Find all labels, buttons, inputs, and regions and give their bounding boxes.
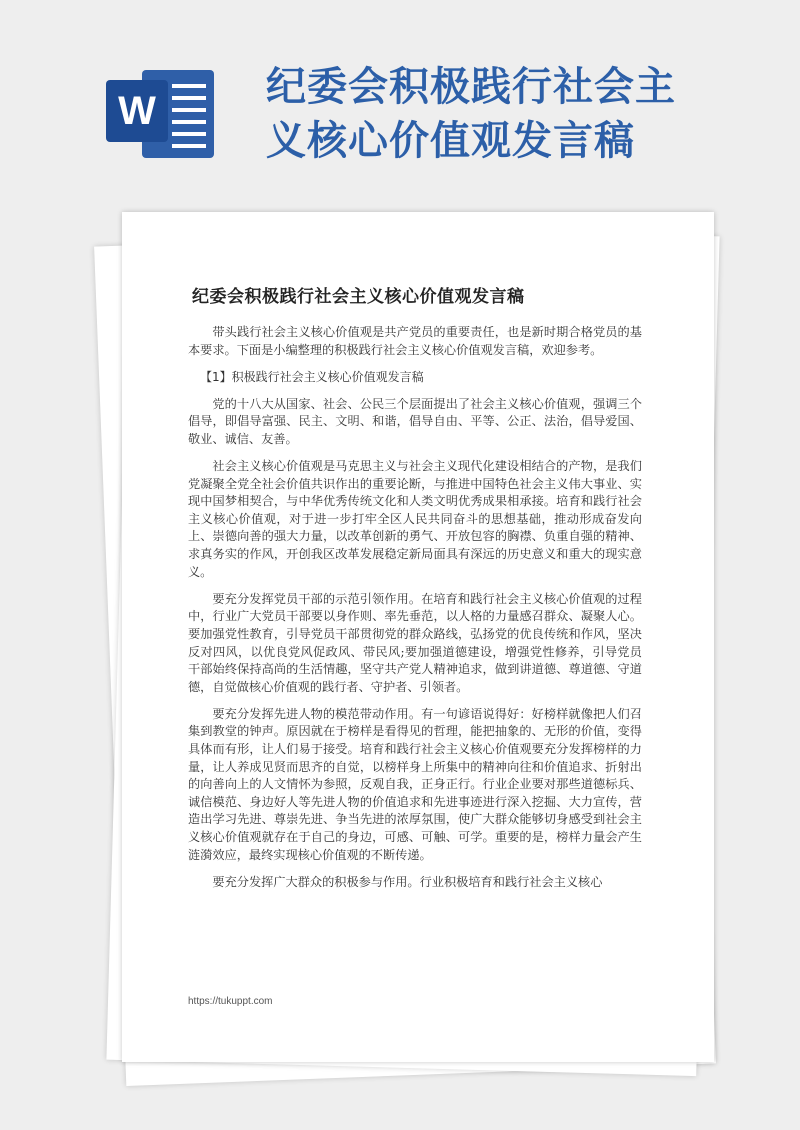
paragraph-intro: 带头践行社会主义核心价值观是共产党员的重要责任，也是新时期合格党员的基本要求。下面是小编整理的积极践行社会主义核心价值观发言稿，欢迎参考。: [188, 325, 642, 357]
document-title: 纪委会积极践行社会主义核心价值观发言稿: [192, 287, 525, 307]
paragraph: 要充分发挥党员干部的示范引领作用。在培育和践行社会主义核心价值观的过程中，行业广大党员干部要以身作则、率先垂范，以人格的力量感召群众、凝聚人心。要加强党性教育，引导党员干部贯彻党的群众路线，弘扬党的优良传统和作风，坚决反对四风，以优良党风促政风、带民风;要加强道德建设，增强党性修养，引导党员干部始终保持高尚的生活情趣，坚守共产党人精神追求，做到讲道德、尊道德、守道德，自觉做核心价值观的践行者、守护者、引领者。: [188, 591, 642, 694]
paragraph: 党的十八大从国家、社会、公民三个层面提出了社会主义核心价值观，强调三个倡导，即倡导富强、民主、文明、和谐，倡导自由、平等、公正、法治，倡导爱国、敬业、诚信、友善。: [188, 396, 642, 446]
paragraph: 要充分发挥先进人物的模范带动作用。有一句谚语说得好：好榜样就像把人们召集到教堂的钟声。原因就在于榜样是看得见的哲理，能把抽象的、无形的价值，变得具体而有形，让人们易于接受。培育和践行社会主义核心价值观要充分发挥榜样的力量，让人养成见贤而思齐的自觉，以榜样身上所集中的精神向往和价值追求、折射出的向善向上的人文情怀为参照，反观自我，正身正行。行业企业要对那些道德标兵、诚信模范、身边好人等先进人物的价值追求和先进事迹进行深入挖掘、大力宣传，营造出学习先进、尊崇先进、争当先进的浓厚氛围，使广大群众能够切身感受到社会主义核心价值观就存在于自己的身边，可感、可触、可学。重要的是，榜样力量会产生涟漪效应，最终实现核心价值观的不断传递。: [188, 706, 642, 862]
paragraph: 社会主义核心价值观是马克思主义与社会主义现代化建设相结合的产物，是我们党凝聚全党全社会价值共识作出的重要论断，与推进中国特色社会主义伟大事业、实现中国梦相契合，与中华优秀传统文化和人类文明优秀成果相承接。培育和践行社会主义核心价值观，对于进一步打牢全区人民共同奋斗的思想基础，推动形成奋发向上、崇德向善的强大力量，以改革创新的勇气、开放包容的胸襟、负重自强的精神、求真务实的作风，开创我区改革发展稳定新局面具有深远的历史意义和重大的现实意义。: [188, 459, 642, 579]
paragraph: 要充分发挥广大群众的积极参与作用。行业积极培育和践行社会主义核心: [212, 874, 603, 889]
word-document-icon: [106, 66, 218, 162]
banner-title: 纪委会积极践行社会主义核心价值观发言稿: [266, 64, 676, 164]
footer-url: https://tukuppt.com: [188, 996, 273, 1007]
document-page: [122, 212, 714, 1062]
section-heading: 【1】积极践行社会主义核心价值观发言稿: [200, 369, 424, 384]
word-logo-letter: W: [106, 80, 168, 142]
document-body: [188, 324, 642, 901]
banner-header: [0, 0, 800, 200]
